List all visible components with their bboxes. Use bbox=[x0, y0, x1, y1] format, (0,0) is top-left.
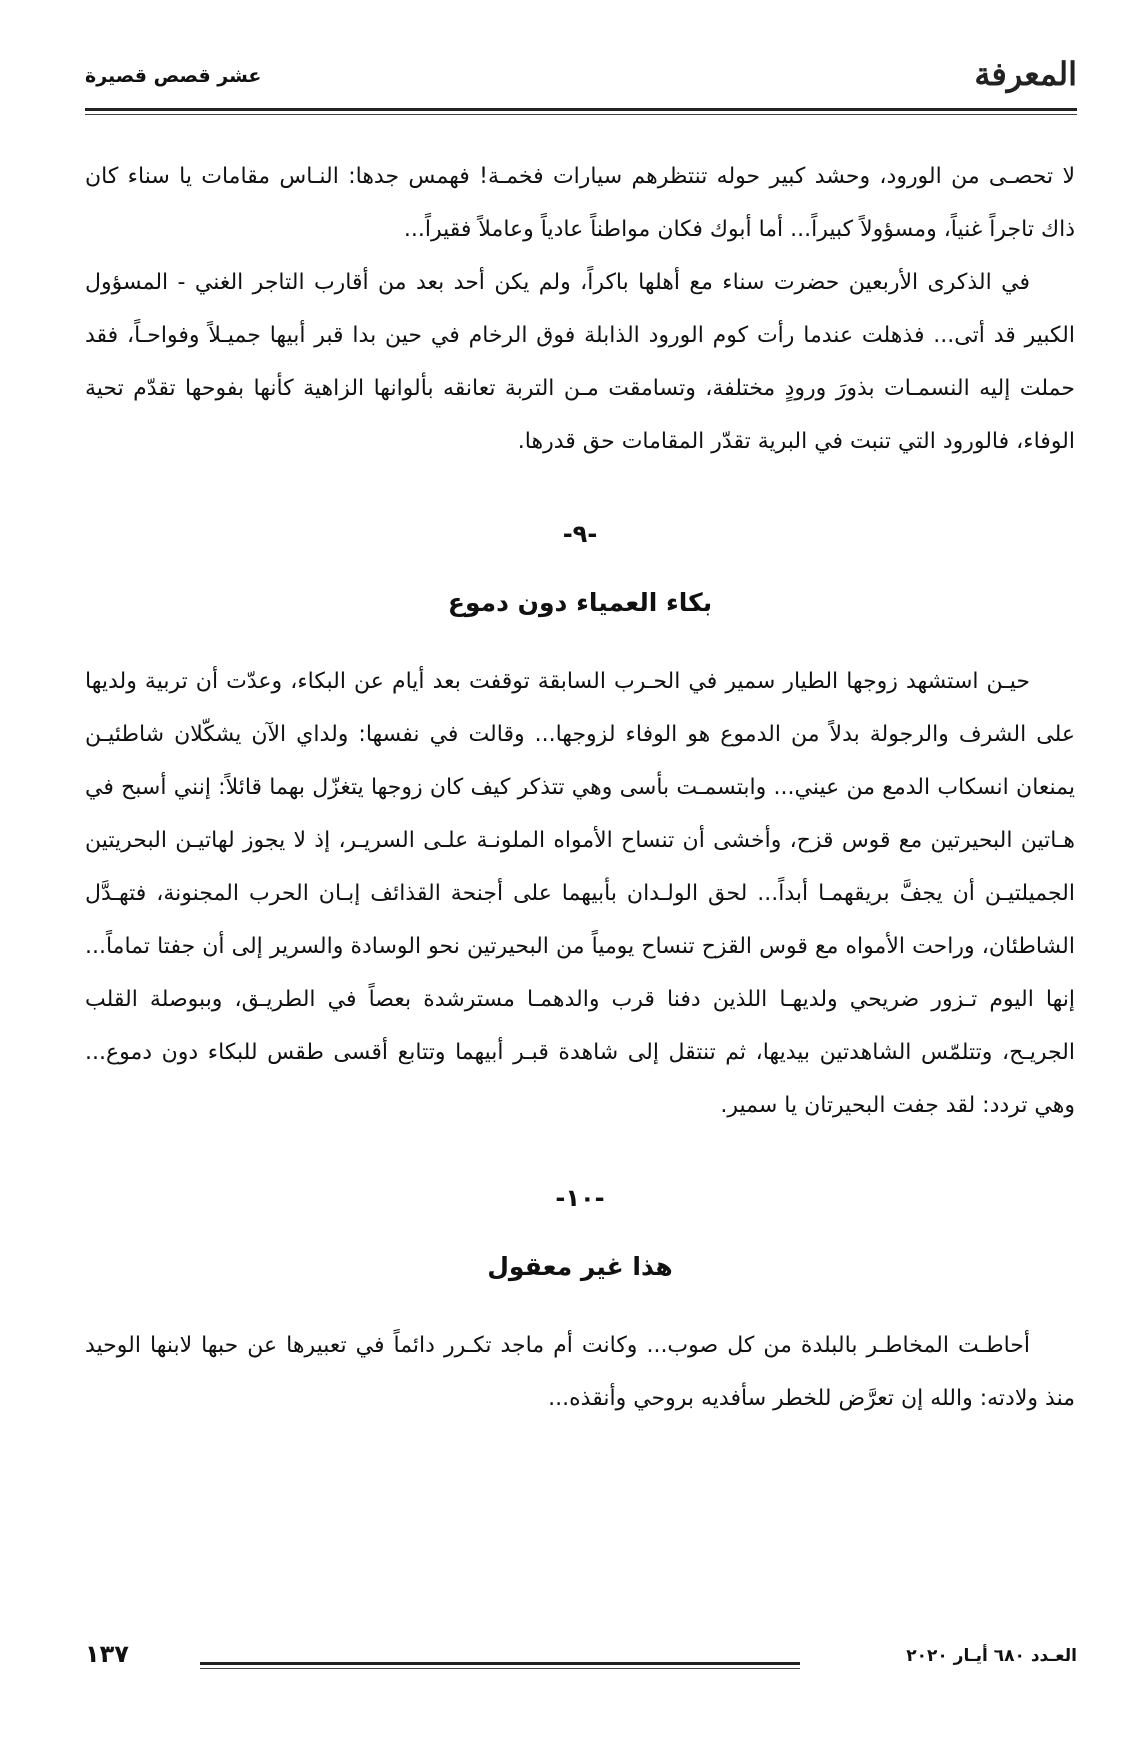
story9-paragraph: حيـن استشهد زوجها الطيار سمير في الحـرب السابقة توقفت بعد أيام عن البكاء، وعدّت أن تربية ولديها على الشرف والرجولة بدلاً من الدموع هو الوفاء لزوجها... وقالت في نفسها: ولداي الآن يشكّلان شاطئيـن يمنعان انسكاب الدمع من عيني... وابتسمـت بأسى وهي تتذكر كيف كان زوجها يتغزّل بهما قائلاً: إنني أسبح في هـاتين البحيرتين مع قوس قزح، وأخشى أن تنساح الأمواه الملونـة علـى السريـر، إذ لا يجوز لهاتيـن البحريتين الجميلتيـن أن يجفَّ بريقهمـا أبداً... لحق الولـدان بأبيهما على أجنحة القذائف إبـان الحرب المجنونة، فتهـدَّل الشاطئان، وراحت الأمواه مع قوس القزح تنساح يومياً من البحيرتين نحو الوسادة والسرير إلى أن جفتا تماماً... إنها اليوم تـزور ضريحي ولديهـا اللذين دفنا قرب والدهمـا مسترشدة بعصاً في الطريـق، وببوصلة القلب الجريـح، وتتلمّس الشاهدتين بيديها، ثم تنتقل إلى شاهدة قبـر أبيهما وتتابع أقسى طقس للبكاء دون دموع... وهي تردد: لقد جفت البحيرتان يا سمير. bbox=[85, 669, 1075, 1118]
story9-title: بكاء العمياء دون دموع bbox=[447, 588, 713, 617]
journal-logo: المعرفة bbox=[974, 55, 1077, 93]
page-footer bbox=[85, 1640, 1077, 1680]
footer-divider bbox=[200, 1662, 800, 1665]
story10-number: -١٠- bbox=[555, 1184, 605, 1212]
story8-paragraph-2: في الذكرى الأربعين حضرت سناء مع أهلها باكراً، ولم يكن أحد بعد من أقارب التاجر الغني - المسؤول الكبير قد أتى... فذهلت عندما رأت كوم الورود الذابلة فوق الرخام في حين بدا قبر أبيها جميـلاً وفواحـاً، فقد حملت إليه النسمـات بذورَ ورودٍ مختلفة، وتسامقت مـن التربة تعانقه بألوانها الزاهية كأنها بفوحها تقدّم تحية الوفاء، فالورود التي تنبت في البرية تقدّر المقامات حق قدرها. bbox=[85, 270, 1075, 454]
footer-divider-thin bbox=[200, 1668, 800, 1669]
running-header-title: عشر قصص قصيرة bbox=[85, 65, 262, 87]
story9-number: -٩- bbox=[562, 520, 598, 548]
header-divider bbox=[85, 108, 1077, 111]
header-divider-thin bbox=[85, 114, 1077, 115]
issue-label: العـدد ٦٨٠ أيـار ٢٠٢٠ bbox=[906, 1646, 1077, 1666]
story10-paragraph: أحاطـت المخاطـر بالبلدة من كل صوب... وكانت أم ماجد تكـرر دائماً في تعبيرها عن حبها لابنها الوحيد منذ ولادته: والله إن تعرَّض للخطر سأفديه بروحي وأنقذه... bbox=[85, 1333, 1075, 1411]
story10-title: هذا غير معقول bbox=[487, 1252, 673, 1281]
article-body bbox=[85, 150, 1075, 1425]
page-number: ١٣٧ bbox=[85, 1640, 129, 1668]
story8-paragraph-1: لا تحصـى من الورود، وحشد كبير حوله تنتظرهم سيارات فخمـة! فهمس جدها: النـاس مقامات يا سناء كان ذاك تاجراً غنياً، ومسؤولاً كبيراً... أما أبوك فكان مواطناً عادياً وعاملاً فقيراً... bbox=[85, 164, 1075, 242]
page-header bbox=[85, 55, 1077, 115]
